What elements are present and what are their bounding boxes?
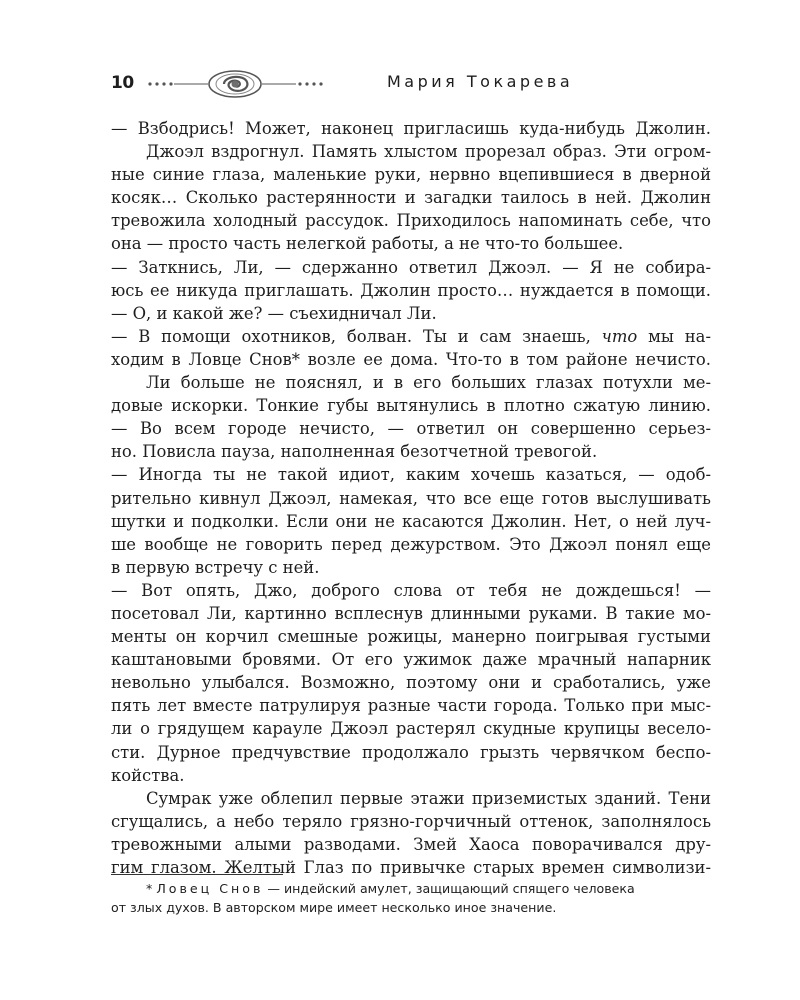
text-line: — Во всем городе нечисто, — ответил он совершенно серьез- bbox=[111, 419, 711, 439]
text-line: — Иногда ты не такой идиот, каким хочешь казаться, — одоб- bbox=[111, 465, 711, 485]
footnote-term: Ловец Снов bbox=[156, 881, 264, 896]
ornament-swirl-icon bbox=[144, 66, 376, 102]
footnote-divider bbox=[111, 874, 283, 875]
text-line: — Вот опять, Джо, доброго слова от тебя не дождешься! — bbox=[111, 580, 711, 600]
text-line: сгущались, а небо теряло грязно-горчичный оттенок, заполнялось bbox=[111, 811, 711, 831]
text-line: гим глазом. Желтый Глаз по привычке старых времен символизи- bbox=[111, 858, 711, 877]
text-line: Сумрак уже облепил первые этажи приземистых зданий. Тени bbox=[146, 788, 711, 808]
text-segment: — В помощи охотников, болван. Ты и сам знаешь, что мы на- bbox=[111, 326, 711, 346]
page-number: 10 bbox=[111, 73, 134, 93]
text-line: — Взбодрись! Может, наконец пригласишь куда-нибудь Джолин. bbox=[111, 119, 711, 138]
text-line: тревожила холодный рассудок. Приходилось напоминать себе, что bbox=[111, 211, 711, 231]
text-line: каштановыми бровями. От его ужимок даже мрачный напарник bbox=[111, 650, 711, 670]
text-line: рительно кивнул Джоэл, намекая, что все еще готов выслушивать bbox=[111, 488, 711, 508]
footnote-line: от злых духов. В авторском мире имеет несколько иное значение. bbox=[111, 900, 557, 915]
footnote-text: — индейский амулет, защищающий спящего человека bbox=[263, 881, 635, 896]
text-line: косяк… Сколько растерянности и загадки таилось в ней. Джолин bbox=[111, 188, 711, 208]
footnote-line bbox=[111, 879, 711, 898]
text-line: сти. Дурное предчувствие продолжало грызть червячком беспо- bbox=[111, 742, 711, 762]
text-line: шутки и подколки. Если они не касаются Джолин. Нет, о ней луч- bbox=[111, 511, 711, 531]
text-line: Ли больше не пояснял, и в его больших глазах потухли ме- bbox=[146, 373, 711, 393]
text-line bbox=[111, 325, 711, 348]
body-text bbox=[111, 117, 711, 879]
text-line: в первую встречу с ней. bbox=[111, 557, 320, 577]
text-line: она — просто часть нелегкой работы, а не что-то большее. bbox=[111, 234, 624, 254]
text-line: койства. bbox=[111, 765, 185, 785]
text-line: ли о грядущем карауле Джоэл растерял скудные крупицы весело- bbox=[111, 719, 711, 739]
text-line: ходим в Ловце Снов* возле ее дома. Что-то в том районе нечисто. bbox=[111, 349, 711, 369]
text-line: менты он корчил смешные рожицы, манерно поигрывая густыми bbox=[111, 627, 711, 647]
text-line: Джоэл вздрогнул. Память хлыстом прорезал образ. Эти огром- bbox=[146, 142, 711, 162]
text-line: пять лет вместе патрулируя разные части города. Только при мыс- bbox=[111, 696, 711, 716]
text-line: — Заткнись, Ли, — сдержанно ответил Джоэл. — Я не собира- bbox=[111, 257, 711, 277]
text-line: довые искорки. Тонкие губы вытянулись в плотно сжатую линию. bbox=[111, 396, 711, 416]
author-name: Мария Токарева bbox=[387, 72, 574, 91]
text-line: посетовал Ли, картинно всплеснув длинными руками. В такие мо- bbox=[111, 603, 711, 623]
text-line: ше вообще не говорить перед дежурством. Это Джоэл понял еще bbox=[111, 534, 711, 554]
text-line: — О, и какой же? — съехидничал Ли. bbox=[111, 303, 437, 323]
text-line: юсь ее никуда приглашать. Джолин просто… нуждается в помощи. bbox=[111, 280, 711, 300]
emphasis: что bbox=[601, 326, 638, 346]
running-header bbox=[111, 66, 711, 102]
text-line: но. Повисла пауза, наполненная безотчетной тревогой. bbox=[111, 442, 598, 462]
text-line: тревожными алыми разводами. Змей Хаоса поворачивался дру- bbox=[111, 834, 711, 854]
footnote-marker: * bbox=[146, 881, 153, 896]
text-line: невольно улыбался. Возможно, поэтому они и сработались, уже bbox=[111, 673, 711, 693]
footnote bbox=[111, 879, 711, 917]
text-line: ные синие глаза, маленькие руки, нервно вцепившиеся в дверной bbox=[111, 165, 711, 185]
